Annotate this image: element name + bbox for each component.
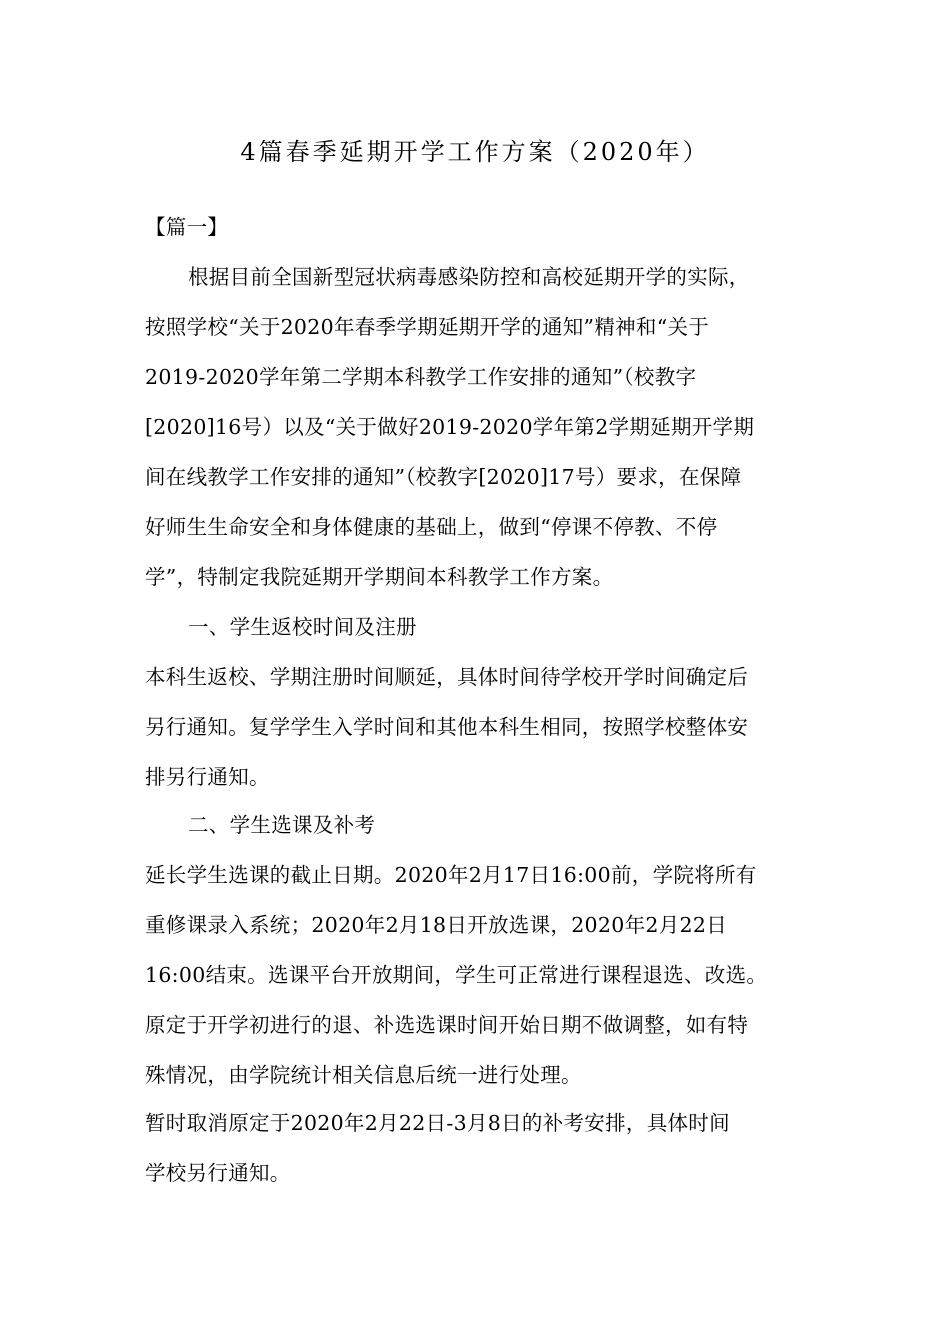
intro-line: 2019-2020学年第二学期本科教学工作安排的通知”（校教字 [145, 365, 697, 389]
section2-line: 殊情况，由学院统计相关信息后统一进行处理。 [145, 1063, 582, 1087]
section1-line: 本科生返校、学期注册时间顺延，具体时间待学校开学时间确定后 [145, 665, 749, 689]
document-title: 4篇春季延期开学工作方案（2020年） [240, 138, 710, 166]
section-label: 【篇一】 [145, 215, 229, 239]
section1-line: 排另行通知。 [145, 765, 270, 789]
intro-line: 根据目前全国新型冠状病毒感染防控和高校延期开学的实际， [188, 265, 750, 289]
section2-line: 暂时取消原定于2020年2月22日-3月8日的补考安排，具体时间 [145, 1111, 730, 1135]
intro-line: 按照学校“关于2020年春季学期延期开学的通知”精神和“关于 [145, 315, 710, 339]
section-heading-2: 二、学生选课及补考 [188, 813, 376, 837]
section2-line: 16:00结束。选课平台开放期间，学生可正常进行课程退选、改选。 [145, 963, 768, 987]
section2-line: 延长学生选课的截止日期。2020年2月17日16:00前，学院将所有 [145, 863, 757, 887]
intro-line: 学”，特制定我院延期开学期间本科教学工作方案。 [145, 565, 614, 589]
section2-line: 学校另行通知。 [145, 1161, 291, 1185]
section-heading-1: 一、学生返校时间及注册 [188, 615, 417, 639]
section2-line: 重修课录入系统；2020年2月18日开放选课，2020年2月22日 [145, 913, 727, 937]
intro-line: 好师生生命安全和身体健康的基础上，做到“停课不停教、不停 [145, 515, 718, 539]
intro-line: 间在线教学工作安排的通知”（校教字[2020]17号）要求，在保障 [145, 465, 742, 489]
intro-line: [2020]16号）以及“关于做好2019-2020学年第2学期延期开学期 [145, 415, 755, 439]
section1-line: 另行通知。复学学生入学时间和其他本科生相同，按照学校整体安 [145, 715, 749, 739]
section2-line: 原定于开学初进行的退、补选选课时间开始日期不做调整，如有特 [145, 1013, 749, 1037]
